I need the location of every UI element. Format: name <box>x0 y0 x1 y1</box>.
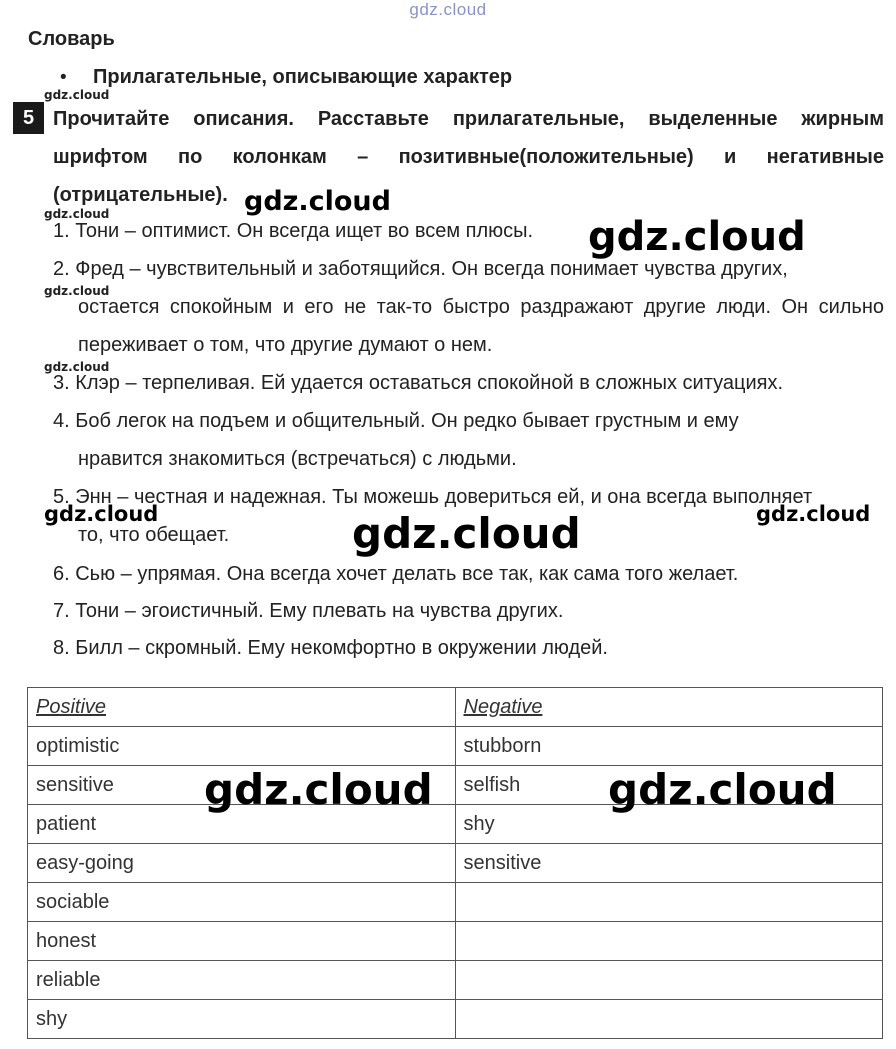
positive-cell: patient <box>28 805 456 844</box>
top-watermark: gdz.cloud <box>409 0 487 19</box>
negative-header: Negative <box>455 688 883 727</box>
list-item <box>53 592 884 630</box>
negative-cell <box>455 922 883 961</box>
watermark: gdz.cloud <box>588 214 806 260</box>
list-item <box>53 629 884 667</box>
negative-cell: stubborn <box>455 727 883 766</box>
watermark: gdz.cloud <box>244 186 391 217</box>
item-continuation: то, что обещает. <box>78 524 230 546</box>
item-text: 8. Билл – скромный. Ему некомфортно в окружении людей. <box>53 637 608 659</box>
item-text: 5. Энн – честная и надежная. Ты можешь довериться ей, и она всегда выполняет <box>53 486 813 508</box>
watermark-small: gdz.cloud <box>44 284 110 298</box>
exercise-number-badge: 5 <box>13 102 44 134</box>
table-row <box>28 844 883 883</box>
item-continuation: остается спокойным и его не так-то быстро раздражают другие люди. Он сильно переживает о том, что другие думают о нем. <box>78 296 884 356</box>
negative-cell: sensitive <box>455 844 883 883</box>
bullet-heading: Прилагательные, описывающие характер <box>93 66 513 88</box>
list-item <box>53 555 884 593</box>
watermark: gdz.cloud <box>608 765 837 814</box>
item-text: 3. Клэр – терпеливая. Ей удается оставаться спокойной в сложных ситуациях. <box>53 372 784 394</box>
watermark-small: gdz.cloud <box>44 88 110 102</box>
negative-cell <box>455 961 883 1000</box>
positive-cell: optimistic <box>28 727 456 766</box>
watermark: gdz.cloud <box>204 765 433 814</box>
list-item <box>53 250 884 364</box>
watermark-small: gdz.cloud <box>44 360 110 374</box>
bullet-icon: • <box>60 67 67 88</box>
negative-cell <box>455 883 883 922</box>
watermark: gdz.cloud <box>756 502 871 526</box>
table-row <box>28 961 883 1000</box>
negative-cell: selfish <box>455 766 883 805</box>
task-instruction: Прочитайте описания. Расставьте прилагательные, выделенные жирным шрифтом по колонкам – позитивные(положительные) и негативные (отрицательные). <box>53 108 884 206</box>
item-text: 7. Тони – эгоистичный. Ему плевать на чувства других. <box>53 600 564 622</box>
table-row <box>28 883 883 922</box>
item-text: 6. Сью – упрямая. Она всегда хочет делать все так, как сама того желает. <box>53 563 739 585</box>
positive-header: Positive <box>28 688 456 727</box>
negative-cell <box>455 1000 883 1039</box>
positive-cell: reliable <box>28 961 456 1000</box>
positive-cell: easy-going <box>28 844 456 883</box>
table-row <box>28 1000 883 1039</box>
watermark-small: gdz.cloud <box>44 207 110 221</box>
item-text: 1. Тони – оптимист. Он всегда ищет во всем плюсы. <box>53 220 534 242</box>
negative-cell: shy <box>455 805 883 844</box>
table-row <box>28 922 883 961</box>
item-text: 4. Боб легок на подъем и общительный. Он редко бывает грустным и ему <box>53 410 739 432</box>
section-title: Словарь <box>28 28 115 50</box>
positive-cell: sensitive <box>28 766 456 805</box>
list-item <box>53 402 884 478</box>
positive-cell: shy <box>28 1000 456 1039</box>
watermark: gdz.cloud <box>44 502 159 526</box>
item-continuation: нравится знакомиться (встречаться) с людьми. <box>78 448 517 470</box>
positive-cell: honest <box>28 922 456 961</box>
watermark: gdz.cloud <box>352 509 581 558</box>
list-item <box>53 364 884 402</box>
adjectives-table <box>27 687 883 1039</box>
table-header-row <box>28 688 883 727</box>
positive-cell: sociable <box>28 883 456 922</box>
table-row <box>28 727 883 766</box>
item-text: 2. Фред – чувствительный и заботящийся. Он всегда понимает чувства других, <box>53 258 788 280</box>
